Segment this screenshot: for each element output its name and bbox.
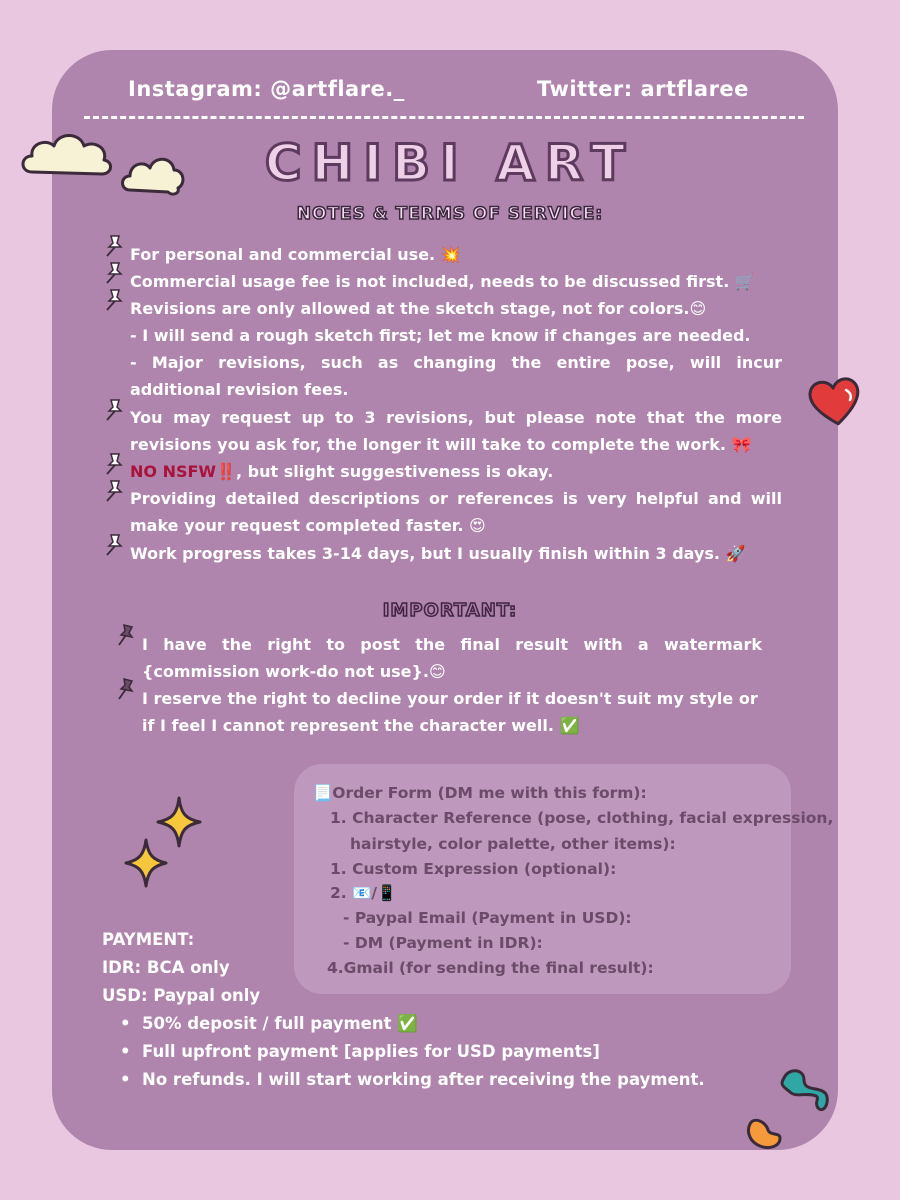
payment-usd: USD: Paypal only	[102, 986, 261, 1005]
pushpin-icon	[104, 398, 124, 422]
note-subitem: - I will send a rough sketch first; let me know if changes are needed.	[130, 326, 751, 345]
payment-heading: PAYMENT:	[102, 930, 195, 949]
pushpin-icon	[104, 479, 124, 503]
pushpin-icon	[104, 288, 124, 312]
order-form-line: 2. 📧/📱	[330, 884, 397, 902]
order-form-line: 4.Gmail (for sending the final result):	[327, 959, 654, 977]
note-item: For personal and commercial use. 💥	[130, 245, 461, 264]
page-title: CHIBI ART	[264, 134, 636, 192]
instagram-handle: Instagram: @artflare._	[128, 77, 405, 101]
pushpin-icon	[104, 452, 124, 476]
heart-icon	[806, 372, 864, 430]
note-item: Revisions are only allowed at the sketch stage, not for colors.😊	[130, 299, 707, 318]
payment-bullet-text: No refunds. I will start working after receiving the payment.	[142, 1070, 705, 1089]
squiggle-decoration-icon	[744, 1112, 786, 1152]
terms-heading: NOTES & TERMS OF SERVICE:	[296, 204, 604, 224]
twitter-handle: Twitter: artflaree	[537, 77, 749, 101]
note-item: You may request up to 3 revisions, but please note that the more revisions you ask for, the longer it will take to complete the work. 🎀	[130, 408, 782, 454]
order-form-line: - DM (Payment in IDR):	[343, 934, 543, 952]
pushpin-icon	[104, 234, 124, 258]
note-item	[130, 458, 790, 485]
payment-bullet-text: Full upfront payment [applies for USD payments]	[142, 1042, 600, 1061]
note-subitem: - Major revisions, such as changing the entire pose, will incur additional revision fees.	[130, 353, 782, 399]
order-form-line: - Paypal Email (Payment in USD):	[343, 909, 632, 927]
pushpin-icon	[104, 533, 124, 557]
note-item: Work progress takes 3-14 days, but I usually finish within 3 days. 🚀	[130, 544, 746, 563]
payment-idr: IDR: BCA only	[102, 958, 230, 977]
pushpin-icon	[104, 261, 124, 285]
important-item: I reserve the right to decline your order if it doesn't suit my style or if I feel I cannot represent the character well. ✅	[142, 689, 758, 735]
note-item-text: , but slight suggestiveness is okay.	[235, 462, 554, 481]
important-heading: IMPORTANT:	[382, 600, 518, 621]
sparkle-icon	[124, 838, 168, 888]
payment-bullet-text: 50% deposit / full payment ✅	[142, 1014, 418, 1033]
payment-bullet: • No refunds. I will start working after receiving the payment.	[120, 1070, 705, 1089]
important-item: I have the right to post the final result with a watermark {commission work-do not use}.😊	[142, 635, 762, 681]
note-item: Commercial usage fee is not included, needs to be discussed first. 🛒	[130, 272, 755, 291]
pushpin-icon	[116, 677, 136, 701]
payment-bullet: • Full upfront payment [applies for USD payments]	[120, 1042, 600, 1061]
order-form-line: 1. Custom Expression (optional):	[330, 860, 617, 878]
order-form-line: hairstyle, color palette, other items):	[350, 835, 676, 853]
order-form-heading: 📃Order Form (DM me with this form):	[313, 784, 647, 802]
payment-bullet: • 50% deposit / full payment ✅	[120, 1014, 418, 1033]
nsfw-warning: NO NSFW‼️	[130, 462, 236, 481]
pushpin-icon	[116, 623, 136, 647]
dashed-divider	[84, 116, 804, 119]
note-item: Providing detailed descriptions or references is very helpful and will make your request completed faster. 😍	[130, 489, 782, 535]
order-form-line: 1. Character Reference (pose, clothing, facial expression,	[330, 809, 834, 827]
